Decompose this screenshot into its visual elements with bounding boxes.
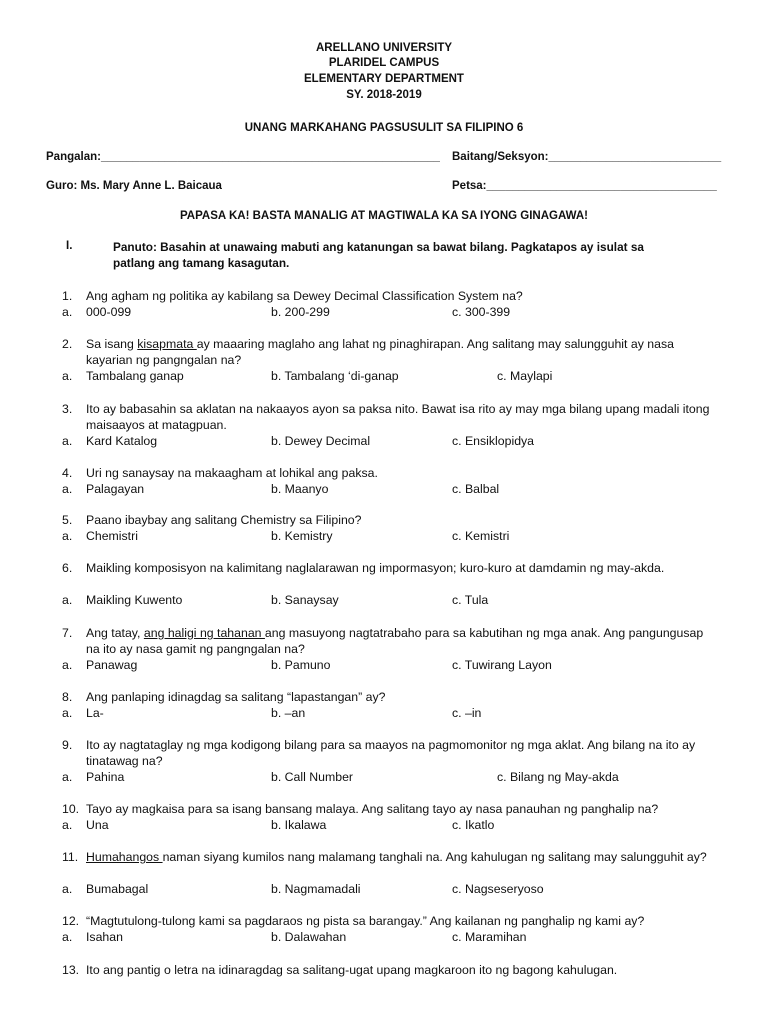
question-text: Paano ibaybay ang salitang Chemistry sa Filipino? (86, 513, 362, 527)
option-a-letter: a. (62, 882, 73, 896)
option-b: b. Dalawahan (271, 930, 347, 944)
question-text: “Magtutulong-tulong kami sa pagdaraos ng pista sa barangay.” Ang kailanan ng panghalip ng kami ay? (86, 914, 645, 928)
pangalan-field: Pangalan:_____________________________________________________ (46, 151, 440, 163)
question-number: 6. (62, 561, 73, 575)
option-c: c. –in (452, 706, 482, 720)
question-stem (86, 962, 716, 978)
option-a: Pahina (86, 770, 125, 784)
question-number: 1. (62, 289, 73, 303)
question-stem (86, 625, 716, 657)
option-a-letter: a. (62, 770, 73, 784)
question-number: 7. (62, 626, 73, 640)
option-c: c. Maramihan (452, 930, 527, 944)
option-a-letter: a. (62, 305, 73, 319)
question-number: 10. (62, 802, 80, 816)
question-text: Ang panlaping idinagdag sa salitang “lapastangan” ay? (86, 690, 386, 704)
option-a-letter: a. (62, 818, 73, 832)
question-text: Uri ng sanaysay na makaagham at lohikal ang paksa. (86, 466, 378, 480)
question-number: 11. (62, 850, 79, 864)
question-text: Tayo ay magkaisa para sa isang bansang malaya. Ang salitang tayo ay nasa panauhan ng panghalip na? (86, 802, 659, 816)
option-b: b. Dewey Decimal (271, 434, 371, 448)
question-stem (86, 849, 716, 865)
question-stem (86, 288, 716, 304)
option-b: b. –an (271, 706, 306, 720)
exam-title: UNANG MARKAHANG PAGSUSULIT SA FILIPINO 6 (244, 122, 524, 134)
option-a-letter: a. (62, 529, 73, 543)
option-b: b. Call Number (271, 770, 354, 784)
question-number: 3. (62, 402, 73, 416)
option-a-letter: a. (62, 482, 73, 496)
question-number: 13. (62, 963, 80, 977)
option-a: 000-099 (86, 305, 132, 319)
option-a: Tambalang ganap (86, 369, 184, 383)
campus-name: PLARIDEL CAMPUS (328, 57, 440, 69)
underlined-word: kisapmata (137, 337, 197, 351)
option-c: c. Tula (452, 593, 489, 607)
option-c: c. Maylapi (497, 369, 553, 383)
option-c: c. 300-399 (452, 305, 511, 319)
question-stem (86, 737, 716, 769)
question-stem (86, 913, 716, 929)
question-number: 5. (62, 513, 73, 527)
option-c: c. Balbal (452, 482, 500, 496)
option-a-letter: a. (62, 658, 73, 672)
question-stem (86, 512, 716, 528)
option-a: Chemistri (86, 529, 138, 543)
question-text: Sa isang (86, 337, 138, 351)
section-number: I. (66, 240, 73, 252)
option-a: Una (86, 818, 109, 832)
university-name: ARELLANO UNIVERSITY (315, 42, 453, 54)
option-c: c. Ikatlo (452, 818, 495, 832)
option-c: c. Ensiklopidya (452, 434, 535, 448)
question-text-rest: ay maaaring maglaho ang lahat ng pinaghirapan. Ang salitang may salungguhit ay nasa kayarian ng pangngalan na? (86, 337, 674, 367)
department-name: ELEMENTARY DEPARTMENT (304, 73, 464, 85)
option-a-letter: a. (62, 434, 73, 448)
option-b: b. Pamuno (271, 658, 331, 672)
option-a: Maikling Kuwento (86, 593, 183, 607)
question-stem (86, 465, 716, 481)
option-a: Isahan (86, 930, 123, 944)
question-number: 12. (62, 914, 80, 928)
question-stem (86, 401, 716, 433)
option-c: c. Bilang ng May-akda (497, 770, 619, 784)
directions-line-1: Panuto: Basahin at unawaing mabuti ang katanungan sa bawat bilang. Pagkatapos ay isulat sa (113, 240, 644, 254)
option-a-letter: a. (62, 706, 73, 720)
underlined-word: ang haligi ng tahanan (143, 626, 265, 640)
question-text: Ito ay babasahin sa aklatan na nakaayos ayon sa paksa nito. Bawat isa rito ay may mga bilang upang madali itong maisaayos at matagpuan. (86, 402, 710, 432)
option-a: Panawag (86, 658, 138, 672)
motto: PAPASA KA! BASTA MANALIG AT MAGTIWALA KA SA IYONG GINAGAWA! (179, 210, 588, 222)
option-a-letter: a. (62, 930, 73, 944)
option-b: b. Maanyo (271, 482, 329, 496)
option-c: c. Kemistri (452, 529, 510, 543)
option-b: b. Sanaysay (271, 593, 339, 607)
option-b: b. Nagmamadali (271, 882, 361, 896)
option-a-letter: a. (62, 369, 73, 383)
question-number: 4. (62, 466, 73, 480)
petsa-field: Petsa:____________________________________ (452, 180, 717, 192)
option-a: Bumabagal (86, 882, 149, 896)
option-c: c. Tuwirang Layon (452, 658, 552, 672)
baitang-field: Baitang/Seksyon:___________________________ (452, 151, 722, 163)
question-text: Ito ay nagtataglay ng mga kodigong bilang para sa maayos na pagmomonitor ng mga aklat. Ang bilang na ito ay tinatawag na? (86, 738, 696, 768)
option-b: b. Ikalawa (271, 818, 327, 832)
option-b: b. Kemistry (271, 529, 333, 543)
school-year: SY. 2018-2019 (346, 89, 422, 101)
option-b: b. 200-299 (271, 305, 330, 319)
question-text: Ang tatay, (86, 626, 144, 640)
question-stem (86, 689, 716, 705)
option-a-letter: a. (62, 593, 73, 607)
option-b: b. Tambalang ‘di-ganap (271, 369, 399, 383)
underlined-word: Humahangos (86, 850, 163, 864)
option-c: c. Nagseseryoso (452, 882, 544, 896)
question-stem (86, 336, 716, 368)
question-number: 2. (62, 337, 73, 351)
directions-line-2: patlang ang tamang kasagutan. (113, 256, 290, 270)
question-number: 8. (62, 690, 73, 704)
question-text-rest: ang masuyong nagtatrabaho para sa kabutihan ng mga anak. Ang pangungusap na ito ay nasa gamit ng pangngalan na? (86, 626, 704, 656)
option-a: Palagayan (86, 482, 145, 496)
guro-field: Guro: Ms. Mary Anne L. Baicaua (46, 180, 222, 192)
question-text: Maikling komposisyon na kalimitang naglalarawan ng impormasyon; kuro-kuro at damdamin ng may-akda. (86, 561, 665, 575)
question-text: Ang agham ng politika ay kabilang sa Dewey Decimal Classification System na? (86, 289, 523, 303)
question-text-rest: naman siyang kumilos nang malamang tanghali na. Ang kahulugan ng salitang may salungguhit ay? (162, 850, 707, 864)
question-stem (86, 801, 716, 817)
option-a: Kard Katalog (86, 434, 158, 448)
option-a: La- (86, 706, 104, 720)
question-text: Ito ang pantig o letra na idinaragdag sa salitang-ugat upang magkaroon ito ng bagong kahulugan. (86, 963, 618, 977)
question-stem (86, 560, 716, 576)
question-number: 9. (62, 738, 73, 752)
